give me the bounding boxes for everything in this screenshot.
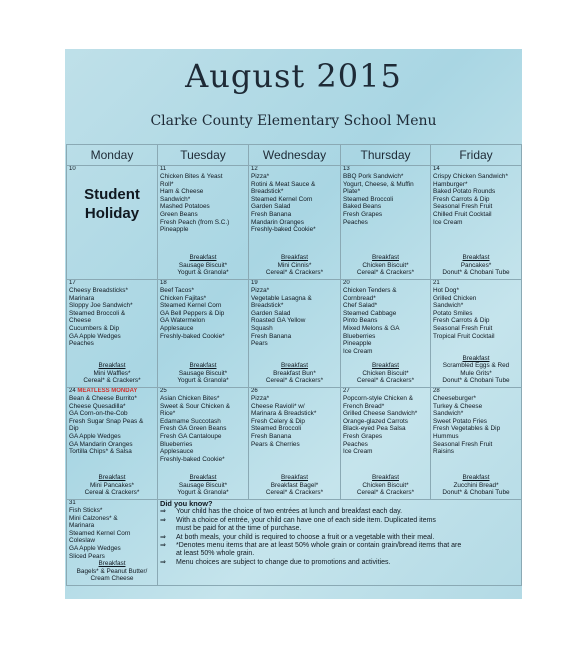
meatless-label: MEATLESS MONDAY (77, 388, 138, 394)
menu-item: Chicken Tenders & (343, 287, 397, 294)
menu-item: Fresh Grapes (343, 432, 383, 440)
breakfast-label: Breakfast (189, 474, 217, 482)
day-cell (431, 280, 522, 388)
menu-item: Crispy Chicken Sandwich* (433, 173, 508, 180)
menu-item: GA Apple Wedges (69, 332, 121, 340)
menu-items (69, 395, 155, 456)
menu-item: Applesauce (160, 448, 194, 456)
menu-item: Dip (69, 425, 79, 433)
menu-item: Peaches (69, 340, 94, 348)
menu-item: Pizza* (251, 287, 270, 294)
breakfast-item: Cereal* & Crackers* (356, 377, 415, 385)
menu-item: Raisins (433, 448, 454, 456)
menu-item: Baked Beans (343, 203, 382, 211)
breakfast-label: Breakfast (462, 474, 490, 482)
day-date: 18 (160, 280, 167, 286)
holiday-label (69, 185, 155, 223)
breakfast-block (158, 474, 248, 497)
breakfast-label: Breakfast (98, 560, 126, 568)
day-cell (249, 166, 341, 280)
breakfast-block (158, 254, 248, 277)
breakfast-block (341, 362, 430, 385)
menu-item: Steamed Broccoli & (69, 309, 126, 317)
did-you-know-item (160, 525, 519, 533)
menu-item: Chicken Fajitas* (160, 294, 207, 302)
breakfast-item: Breakfast Bun* (273, 369, 316, 377)
menu-item: Yogurt, Cheese, & Muffin (343, 180, 414, 188)
day-date: 31 (69, 500, 76, 506)
menu-item: Sloppy Joe Sandwich* (69, 302, 133, 310)
breakfast-block (431, 254, 521, 277)
breakfast-item: Cereal* & Crackers* (356, 269, 415, 277)
holiday-line: Student (84, 186, 140, 203)
week-row (67, 500, 522, 586)
breakfast-item: Cereal* & Crackers* (265, 269, 324, 277)
breakfast-item: Chicken Biscuit* (362, 369, 409, 377)
menu-item: Cheese Quesadilla* (69, 402, 126, 410)
breakfast-item: Yogurt & Granola* (177, 377, 229, 385)
breakfast-item: Chicken Biscuit* (362, 481, 409, 489)
menu-item: Ice Cream (343, 347, 373, 355)
menu-item: Chilled Fruit Cocktail (433, 210, 492, 218)
day-date: 13 (343, 166, 350, 172)
breakfast-label: Breakfast (281, 362, 308, 370)
did-you-know-item (160, 550, 519, 558)
menu-item: Marinara (69, 294, 95, 302)
breakfast-item: Donut* & Chobani Tube (442, 377, 510, 385)
menu-item: Seasonal Fresh Fruit (433, 203, 493, 211)
breakfast-block (249, 362, 340, 385)
menu-items (160, 395, 246, 463)
menu-item: Hot Dog* (433, 287, 459, 294)
day-cell (67, 166, 158, 280)
day-date: 17 (69, 280, 76, 286)
did-you-know-item (160, 508, 519, 516)
day-cell (341, 166, 431, 280)
menu-item: Chicken Bites & Yeast (160, 173, 223, 180)
menu-item: Fresh GA Cantaloupe (160, 432, 222, 440)
day-header-wednesday: Wednesday (249, 145, 341, 166)
menu-item: Steamed Kernel Corn (251, 195, 313, 203)
breakfast-item: Zucchini Bread* (453, 481, 499, 489)
day-date: 19 (251, 280, 258, 286)
day-date: 24 MEATLESS MONDAY (69, 388, 138, 394)
did-you-know-item (160, 517, 519, 525)
breakfast-label: Breakfast (462, 254, 490, 262)
breakfast-item: Donut* & Chobani Tube (442, 489, 510, 497)
breakfast-block (67, 474, 157, 497)
day-cell (67, 500, 158, 586)
breakfast-item: Donut* & Chobani Tube (442, 269, 510, 277)
menu-item: Plate* (343, 188, 361, 196)
breakfast-item: Sausage Biscuit* (178, 261, 228, 269)
day-cell (67, 388, 158, 500)
menu-items (433, 173, 519, 226)
day-date: 20 (343, 280, 350, 286)
menu-item: Squash (251, 324, 273, 332)
week-row (67, 280, 522, 388)
menu-item: Cheese Ravioli* w/ (251, 402, 305, 410)
did-you-know-text: Menu choices are subject to change due to promotions and activities. (176, 558, 391, 566)
menu-item: Marinara & Breadstick* (251, 410, 317, 418)
menu-item: Fresh Peach (from S.C.) (160, 218, 230, 226)
day-date: 14 (433, 166, 440, 172)
menu-item: Steamed Cabbage (343, 309, 397, 317)
menu-item: Marinara (69, 522, 95, 530)
menu-items (160, 287, 246, 340)
menu-items (160, 173, 246, 234)
day-date: 28 (433, 388, 440, 394)
menu-item: Asian Chicken Bites* (160, 395, 220, 402)
breakfast-item: Breakfast Bagel* (270, 481, 319, 489)
menu-item: Steamed Kernel Corn (160, 302, 222, 310)
menu-item: Bean & Cheese Burrito* (69, 395, 137, 402)
menu-item: Fresh GA Green Beans (160, 425, 227, 433)
menu-item: Applesauce (160, 324, 194, 332)
arrow-spacer (160, 550, 176, 558)
menu-items (433, 395, 519, 456)
menu-items (251, 173, 338, 234)
menu-item: Breadstick* (251, 188, 284, 196)
menu-item: Fresh Banana (251, 332, 292, 340)
day-date: 12 (251, 166, 258, 172)
menu-item: Freshly-baked Cookie* (160, 455, 225, 463)
day-header-friday: Friday (431, 145, 522, 166)
menu-item: Black-eyed Pea Salsa (343, 425, 406, 433)
menu-sheet (65, 49, 522, 599)
menu-item: Rotini & Meat Sauce & (251, 180, 316, 188)
menu-item: Pizza* (251, 395, 270, 402)
menu-item: Pineapple (343, 340, 372, 348)
menu-item: Freshly-baked Cookie* (160, 332, 225, 340)
did-you-know-text: Your child has the choice of two entrées at lunch and breakfast each day. (176, 508, 403, 516)
day-cell (158, 388, 249, 500)
did-you-know-text: With a choice of entrée, your child can have one of each side item. Duplicated items (176, 516, 436, 524)
day-header-monday: Monday (67, 145, 158, 166)
did-you-know-text: at least 50% whole grain. (176, 550, 255, 558)
menu-item: Blueberries (160, 440, 193, 448)
breakfast-label: Breakfast (281, 254, 308, 262)
menu-item: Pinto Beans (343, 317, 378, 325)
menu-items (251, 287, 338, 348)
menu-item: GA Apple Wedges (69, 432, 121, 440)
day-cell (249, 280, 341, 388)
menu-item: Sweet & Sour Chicken & (160, 402, 230, 410)
day-date: 26 (251, 388, 258, 394)
menu-item: Coleslaw (69, 537, 95, 545)
menu-item: Tortilla Chips* & Salsa (69, 448, 132, 456)
breakfast-block (341, 254, 430, 277)
menu-item: Sandwich* (433, 302, 464, 310)
breakfast-item: Cream Cheese (90, 575, 134, 583)
arrow-icon: ⇒ (160, 558, 166, 566)
breakfast-block (249, 254, 340, 277)
day-header-tuesday: Tuesday (158, 145, 249, 166)
day-date: 10 (69, 166, 76, 172)
menu-item: Fresh Carrots & Dip (433, 317, 490, 325)
menu-item: GA Mandarin Oranges (69, 440, 133, 448)
menu-item: Blueberries (343, 332, 376, 340)
menu-item: Green Beans (160, 210, 198, 218)
breakfast-item: Bagels* & Peanut Butter/ (76, 567, 148, 575)
menu-item: Fresh Banana (251, 210, 292, 218)
day-cell (158, 280, 249, 388)
menu-item: Cornbread* (343, 294, 376, 302)
breakfast-block (67, 560, 157, 583)
menu-item: Fresh Sugar Snap Peas & (69, 417, 144, 425)
breakfast-item: Cereal & Crackers* (84, 489, 140, 497)
menu-item: Ham & Cheese (160, 188, 204, 196)
menu-item: Freshly-baked Cookie* (251, 226, 316, 234)
menu-item: Cheesy Breadsticks* (69, 287, 128, 294)
arrow-icon: ⇒ (160, 542, 166, 550)
breakfast-label: Breakfast (98, 474, 126, 482)
page-title: August 2015 (185, 57, 402, 95)
day-date: 27 (343, 388, 350, 394)
breakfast-label: Breakfast (372, 474, 399, 482)
menu-item: French Bread* (343, 402, 385, 410)
day-date: 21 (433, 280, 440, 286)
breakfast-item: Mini Waffles* (93, 369, 131, 377)
menu-item: Roasted GA Yellow (251, 317, 306, 325)
menu-calendar (66, 144, 522, 586)
menu-item: Turkey & Cheese (433, 402, 483, 410)
menu-item: Pizza* (251, 173, 270, 180)
breakfast-item: Mini Pancakes* (89, 481, 135, 489)
menu-item: Peaches (343, 218, 368, 226)
menu-item: Sandwich* (433, 410, 464, 418)
day-cell (341, 280, 431, 388)
menu-item: Roll* (160, 180, 174, 188)
menu-item: Fresh Vegetables & Dip (433, 425, 501, 433)
breakfast-item: Cereal* & Crackers* (265, 489, 324, 497)
breakfast-block (67, 362, 157, 385)
did-you-know-text: At both meals, your child is required to choose a fruit or a vegetable with their meal. (176, 533, 435, 541)
menu-items (343, 173, 428, 226)
menu-item: BBQ Pork Sandwich* (343, 173, 404, 180)
menu-item: Mashed Potatoes (160, 203, 210, 211)
menu-item: Garden Salad (251, 203, 291, 211)
menu-item: GA Corn-on-the-Cob (69, 410, 128, 418)
menu-item: Garden Salad (251, 309, 291, 317)
menu-item: Breadstick* (251, 302, 284, 310)
arrow-spacer (160, 525, 176, 533)
did-you-know-text: *Denotes menu items that are at least 50% whole grain or contain grain/bread items that are (176, 542, 462, 550)
holiday-line: Holiday (84, 205, 140, 222)
breakfast-label: Breakfast (189, 254, 217, 262)
menu-item: Sweet Potato Fries (433, 417, 487, 425)
breakfast-item: Yogurt & Granola* (177, 489, 229, 497)
breakfast-item: Mule Grits* (460, 369, 492, 377)
breakfast-item: Mini Cinnis* (277, 261, 312, 269)
arrow-icon: ⇒ (160, 533, 166, 541)
menu-item: Sliced Pears (69, 552, 105, 560)
menu-item: Tropical Fruit Cocktail (433, 332, 495, 340)
arrow-icon: ⇒ (160, 516, 166, 524)
menu-item: Hummus (433, 432, 459, 440)
breakfast-block (431, 355, 521, 385)
menu-item: Cheeseburger* (433, 395, 476, 402)
menu-item: Rice* (160, 410, 176, 418)
day-date: 25 (160, 388, 167, 394)
breakfast-label: Breakfast (98, 362, 126, 370)
menu-item: Baked Potato Rounds (433, 188, 496, 196)
breakfast-label: Breakfast (281, 474, 308, 482)
menu-item: Hamburger* (433, 180, 468, 188)
menu-item: Fish Sticks* (69, 507, 103, 514)
day-header-thursday: Thursday (341, 145, 431, 166)
menu-item: Ice Cream (343, 448, 373, 456)
menu-items (69, 507, 155, 560)
menu-item: Grilled Chicken (433, 294, 477, 302)
day-date: 11 (160, 166, 167, 172)
menu-item: Ice Cream (433, 218, 463, 226)
week-row (67, 388, 522, 500)
menu-item: Steamed Broccoli (251, 425, 302, 433)
menu-item: GA Bell Peppers & Dip (160, 309, 225, 317)
menu-item: Steamed Kernel Corn (69, 529, 131, 537)
breakfast-item: Pancakes* (460, 261, 492, 269)
menu-item: Sandwich* (160, 195, 191, 203)
week-row (67, 166, 522, 280)
menu-item: Pears (251, 340, 268, 348)
menu-item: Fresh Grapes (343, 210, 383, 218)
menu-item: Fresh Celery & Dip (251, 417, 305, 425)
day-cell (431, 388, 522, 500)
menu-items (343, 287, 428, 355)
menu-item: Mixed Melons & GA (343, 324, 400, 332)
day-cell (431, 166, 522, 280)
menu-item: Chef Salad* (343, 302, 378, 310)
did-you-know-item (160, 559, 519, 567)
menu-item: GA Watermelon (160, 317, 205, 325)
menu-item: Cucumbers & Dip (69, 324, 120, 332)
did-you-know-item (160, 534, 519, 542)
day-cell (67, 280, 158, 388)
menu-item: Seasonal Fresh Fruit (433, 440, 493, 448)
menu-item: Mini Calzones* & (69, 514, 118, 522)
day-cell (249, 388, 341, 500)
breakfast-label: Breakfast (372, 362, 399, 370)
breakfast-label: Breakfast (189, 362, 217, 370)
did-you-know-item (160, 542, 519, 550)
menu-item: Cheese (69, 317, 92, 325)
menu-item: Seasonal Fresh Fruit (433, 324, 493, 332)
breakfast-item: Yogurt & Granola* (177, 269, 229, 277)
page-subtitle: Clarke County Elementary School Menu (150, 113, 437, 129)
arrow-icon: ⇒ (160, 508, 166, 516)
breakfast-block (249, 474, 340, 497)
menu-item: Grilled Cheese Sandwich* (343, 410, 418, 418)
menu-item: Potato Smiles (433, 309, 473, 317)
breakfast-label: Breakfast (372, 254, 399, 262)
menu-items (251, 395, 338, 448)
breakfast-item: Chicken Biscuit* (362, 261, 409, 269)
breakfast-label: Breakfast (462, 354, 490, 362)
menu-item: Orange-glazed Carrots (343, 417, 409, 425)
breakfast-item: Scrambled Eggs & Red (442, 362, 510, 370)
menu-items (433, 287, 519, 340)
breakfast-block (431, 474, 521, 497)
breakfast-item: Sausage Biscuit* (178, 369, 228, 377)
breakfast-item: Sausage Biscuit* (178, 481, 228, 489)
did-you-know-heading: Did you know? (160, 499, 213, 508)
day-cell (341, 388, 431, 500)
menu-items (69, 287, 155, 348)
breakfast-item: Cereal* & Crackers* (265, 377, 324, 385)
did-you-know-panel (158, 500, 522, 586)
menu-item: Beef Tacos* (160, 287, 194, 294)
did-you-know-text: must be paid for at the time of purchase. (176, 525, 302, 533)
menu-item: Peaches (343, 440, 368, 448)
menu-item: Edamame Succotash (160, 417, 221, 425)
menu-item: Vegetable Lasagna & (251, 294, 312, 302)
menu-item: Pears & Cherries (251, 440, 300, 448)
breakfast-item: Cereal* & Crackers* (356, 489, 415, 497)
menu-item: Fresh Carrots & Dip (433, 195, 490, 203)
breakfast-item: Cereal* & Crackers* (83, 377, 141, 385)
menu-item: Popcorn-style Chicken & (343, 395, 413, 402)
menu-item: Mandarin Oranges (251, 218, 304, 226)
menu-items (343, 395, 428, 456)
day-cell (158, 166, 249, 280)
menu-item: Steamed Broccoli (343, 195, 394, 203)
menu-item: Fresh Banana (251, 432, 292, 440)
breakfast-block (158, 362, 248, 385)
breakfast-block (341, 474, 430, 497)
menu-item: GA Apple Wedges (69, 544, 121, 552)
menu-item: Pineapple (160, 226, 189, 234)
